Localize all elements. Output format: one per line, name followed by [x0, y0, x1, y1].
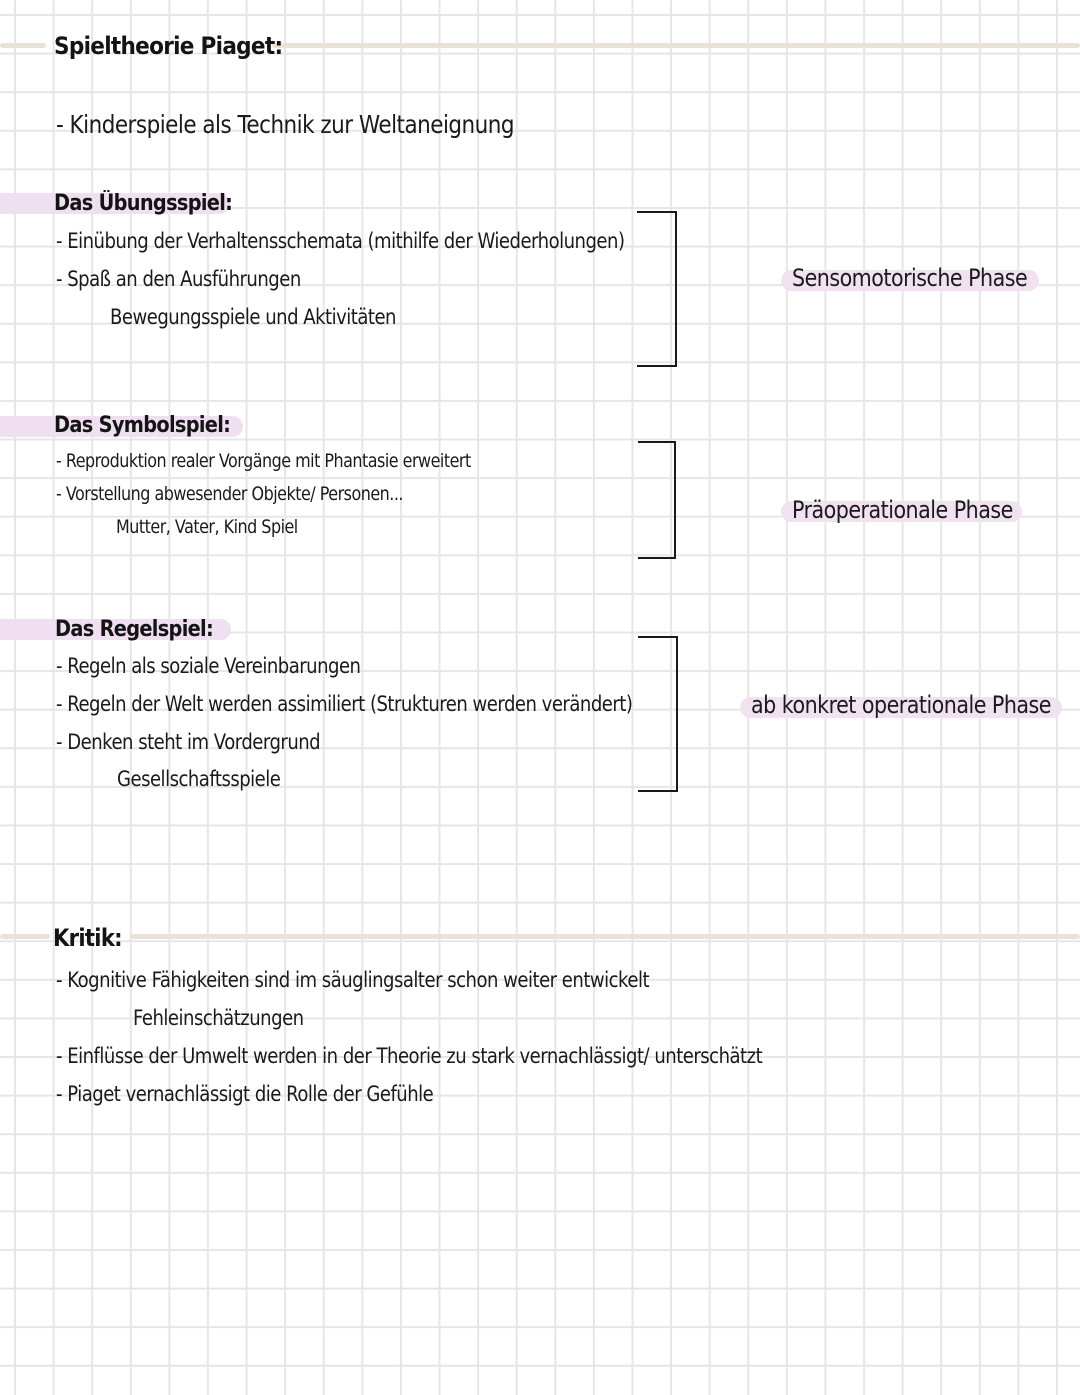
- bracket: [638, 636, 678, 792]
- section-line: - Reproduktion realer Vorgänge mit Phantasie erweitert: [56, 450, 471, 472]
- page-title: Spieltheorie Piaget:: [54, 32, 283, 60]
- bracket: [637, 211, 677, 367]
- title-rule-left: [0, 43, 46, 48]
- section-title-uebungsspiel: Das Übungsspiel:: [54, 191, 233, 216]
- intro-text: - Kinderspiele als Technik zur Weltaneignung: [56, 110, 515, 139]
- section-line: - Denken steht im Vordergrund: [56, 730, 321, 754]
- section-example: Mutter, Vater, Kind Spiel: [116, 516, 298, 538]
- critique-line: - Piaget vernachlässigt die Rolle der Gefühle: [56, 1082, 434, 1106]
- bracket: [638, 441, 676, 559]
- title-rule-right: [272, 43, 1080, 48]
- section-example: Gesellschaftsspiele: [117, 767, 281, 791]
- phase-label-praeoperational: Präoperationale Phase: [792, 496, 1013, 524]
- section-line: - Vorstellung abwesender Objekte/ Personen...: [56, 483, 403, 505]
- phase-label-sensomotorisch: Sensomotorische Phase: [792, 264, 1028, 292]
- section-line: - Regeln als soziale Vereinbarungen: [56, 654, 361, 678]
- section-title-symbolspiel: Das Symbolspiel:: [54, 413, 231, 438]
- critique-line: - Kognitive Fähigkeiten sind im säuglingsalter schon weiter entwickelt: [56, 968, 650, 992]
- section-example: Bewegungsspiele und Aktivitäten: [110, 305, 396, 329]
- section-line: - Einübung der Verhaltensschemata (mithilfe der Wiederholungen): [56, 229, 625, 253]
- section-line: - Spaß an den Ausführungen: [56, 267, 301, 291]
- critique-example: Fehleinschätzungen: [133, 1006, 304, 1030]
- section-line: - Regeln der Welt werden assimiliert (Strukturen werden verändert): [56, 692, 633, 716]
- section-title-regelspiel: Das Regelspiel:: [55, 617, 214, 642]
- critique-rule-right: [130, 934, 1080, 939]
- phase-label-konkret-operational: ab konkret operationale Phase: [751, 691, 1051, 719]
- critique-line: - Einflüsse der Umwelt werden in der Theorie zu stark vernachlässigt/ unterschätzt: [56, 1044, 763, 1068]
- critique-rule-left: [0, 934, 50, 939]
- critique-title: Kritik:: [53, 924, 122, 952]
